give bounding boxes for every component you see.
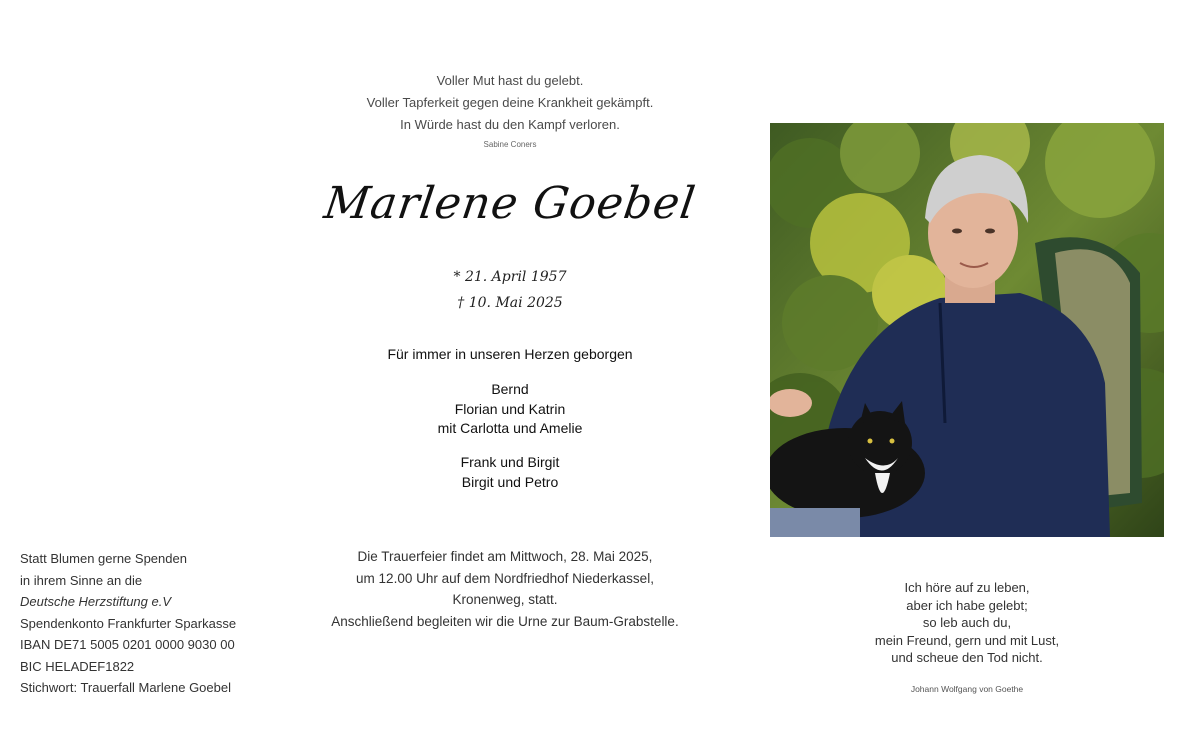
family-member: Florian und Katrin [454,400,566,417]
ceremony-line: Die Trauerfeier findet am Mittwoch, 28. Mai 2025, [357,549,653,564]
family-member: Bernd [491,381,529,397]
portrait-illustration [770,123,1164,537]
closing-poem-author: Johann Wolfgang von Goethe [910,684,1024,694]
birth-date: * 21. April 1957 [453,269,567,285]
family-member: mit Carlotta und Amelie [437,420,583,436]
poem-line: Voller Mut hast du gelebt. [436,73,584,88]
poem-line: Voller Tapferkeit gegen deine Krankheit gekämpft. [366,95,654,110]
memorial-line: Für immer in unseren Herzen geborgen [387,346,633,362]
poem-line: aber ich habe gelebt; [906,597,1028,613]
opening-poem [300,70,720,136]
poem-line: mein Freund, gern und mit Lust, [874,632,1060,648]
deceased-name: Marlene Goebel [321,178,699,229]
donation-line: Spendenkonto Frankfurter Sparkasse [20,615,237,631]
donation-bic: BIC HELADEF1822 [20,658,135,674]
donation-keyword: Stichwort: Trauerfall Marlene Goebel [20,680,231,695]
donation-line: Statt Blumen gerne Spenden [20,551,187,566]
ceremony-info [300,546,710,632]
donation-iban: IBAN DE71 5005 0201 0000 9030 00 [20,637,235,652]
ceremony-line: um 12.00 Uhr auf dem Nordfriedhof Niederkassel, [356,570,654,586]
poem-line: so leb auch du, [922,615,1012,630]
family-member: Birgit und Petro [461,473,559,490]
portrait-photo [770,123,1164,537]
donation-info [20,548,236,699]
poem-line: In Würde hast du den Kampf verloren. [400,117,620,132]
poem-author: Sabine Coners [483,140,537,149]
death-date: † 10. Mai 2025 [457,295,563,311]
life-dates [300,264,720,316]
poem-line: Ich höre auf zu leben, [904,580,1030,595]
family-group-1 [300,380,720,439]
ceremony-line: Kronenweg, statt. [452,592,558,607]
poem-line: und scheue den Tod nicht. [891,650,1043,665]
closing-poem [770,579,1164,667]
family-member: Frank und Birgit [460,454,560,470]
donation-organization: Deutsche Herzstiftung e.V [20,594,172,609]
family-group-2 [300,453,720,492]
donation-line: in ihrem Sinne an die [20,572,143,588]
ceremony-line: Anschließend begleiten wir die Urne zur Baum-Grabstelle. [331,613,679,629]
